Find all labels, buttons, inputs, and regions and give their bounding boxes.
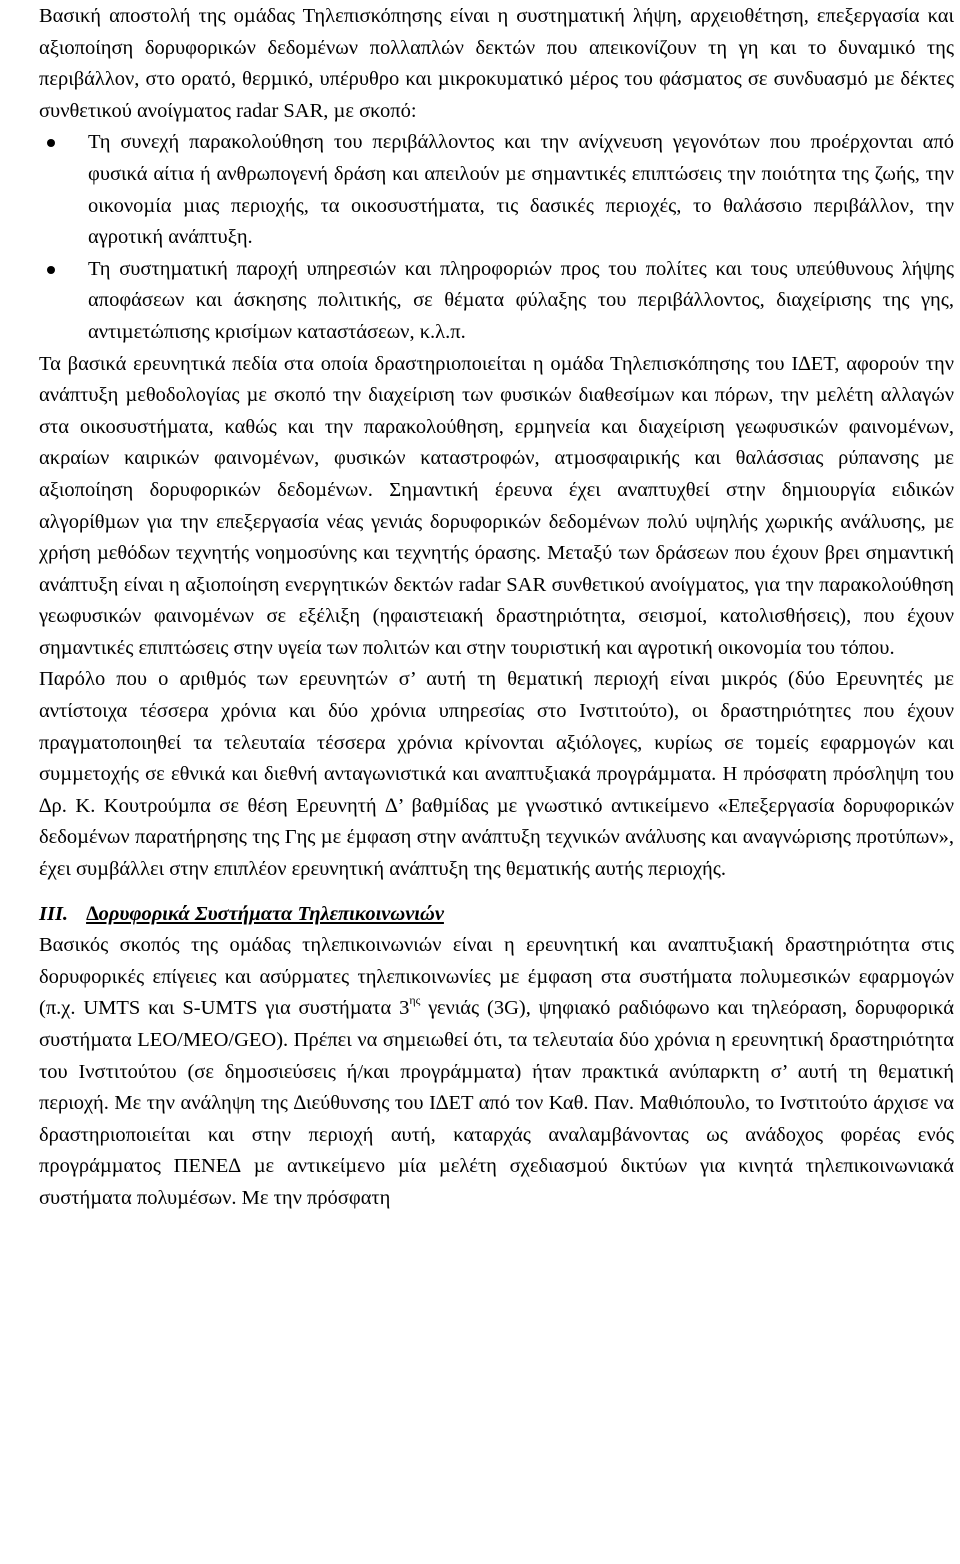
intro-paragraph: Βασική αποστολή της οµάδας Τηλεπισκόπησης είναι η συστηµατική λήψη, αρχειοθέτηση, επεξεργασία και αξιοποίηση δορυφορικών δεδοµένων πολλαπλών δεκτών που απεικονίζουν τη γη και το δυναµικό της περιβάλλον, στο ορατό, θερµικό, υπέρυθρο και µικροκυµατικό µέρος του φάσµατος σε συνδυασµό µε δέκτες συνθετικού ανοίγµατος radar SAR, µε σκοπό: [39, 5, 954, 122]
goals-list [39, 127, 954, 348]
list-item: Τη συστηµατική παροχή υπηρεσιών και πληροφοριών προς του πολίτες και τους υπεύθυνους λήψης αποφάσεων και άσκησης πολιτικής, σε θέµατα φύλαξης του περιβάλλοντος, διαχείρισης της γης, αντιµετώπισης κρισίµων καταστάσεων, κ.λ.π. [88, 254, 954, 349]
list-item: Τη συνεχή παρακολούθηση του περιβάλλοντος και την ανίχνευση γεγονότων που προέρχονται από φυσικά αίτια ή ανθρωπογενή δράση και απειλούν µε σηµαντικές επιπτώσεις την ποιότητα της ζωής, την οικονοµία µιας περιοχής, τα οικοσυστήµατα, τις δασικές περιοχές, το θαλάσσιο περιβάλλον, την αγροτική ανάπτυξη. [88, 127, 954, 253]
telecom-paragraph [39, 930, 954, 1214]
section-title: ∆ορυφορικά Συστήµατα Τηλεπικοινωνιών [86, 902, 444, 925]
telecom-text-start: Βασικός σκοπός της οµάδας τηλεπικοινωνιών είναι η ερευνητική και αναπτυξιακή δραστηριότητα στις δορυφορικές επίγειες και ασύρµατες τηλεπικοινωνίες µε έµφαση στα συστήµατα πολυµεσικών εφαρµογών (π.χ. UMTS και S-UMTS για συστήµατα 3 [39, 934, 954, 1020]
ordinal-superscript: ης [409, 993, 421, 1008]
research-fields-paragraph: Τα βασικά ερευνητικά πεδία στα οποία δραστηριοποιείται η οµάδα Τηλεπισκόπησης του Ι∆ΕΤ, αφορούν την ανάπτυξη µεθοδολογίας µε σκοπό την διαχείριση των φυσικών διαθεσίµων και πόρων, την µελέτη αλλαγών στα οικοσυστήµατα, καθώς και την παρακολούθηση, ερµηνεία και διαχείριση γεωφυσικών φαινοµένων, ακραίων καιρικών φαινοµένων, φυσικών καταστροφών, ατµοσφαιρικής και θαλάσσιας ρύπανσης µε αξιοποίηση δορυφορικών δεδοµένων. Σηµαντική έρευνα έχει αναπτυχθεί στην δηµιουργία ειδικών αλγορίθµων για την επεξεργασία νέας γενιάς δορυφορικών δεδοµένων πολύ υψηλής χωρικής ανάλυσης, µε χρήση µεθόδων τεχνητής νοηµοσύνης και τεχνητής όρασης. Μεταξύ των δράσεων που έχουν βρει σηµαντική ανάπτυξη είναι η αξιοποίηση ενεργητικών δεκτών radar SAR συνθετικού ανοίγµατος, για την παρακολούθηση γεωφυσικών φαινοµένων σε εξέλιξη (ηφαιστειακή δραστηριότητα, σεισµοί, κατολισθήσεις), που έχουν σηµαντικές επιπτώσεις στην υγεία των πολιτών και στην τουριστική και αγροτική οικονοµία του τόπου. [39, 352, 954, 659]
telecom-text-end: γενιάς (3G), ψηφιακό ραδιόφωνο και τηλεόραση, δορυφορικά συστήµατα LEO/MEO/GEO). Πρέπει να σηµειωθεί ότι, τα τελευταία δύο χρόνια η ερευνητική δραστηριότητα του Ινστιτούτου (σε δηµοσιεύσεις ή/και προγράµµατα) ήταν πρακτικά ανύπαρκτη σ’ αυτή τη θεµατική περιοχή. Με την ανάληψη της ∆ιεύθυνσης του Ι∆ΕΤ από τον Καθ. Παν. Μαθιόπουλο, το Ινστιτούτο άρχισε να δραστηριοποιείται και στην περιοχή αυτή, καταρχάς αναλαµβάνοντας ως ανάδοχος φορέας ενός προγράµµατος ΠΕΝΕ∆ µε αντικείµενο µία µελέτη σχεδιασµού δικτύων για κινητά τηλεπικοινωνιακά συστήµατα πολυµέσων. Με την πρόσφατη [39, 997, 954, 1209]
section-number: III. [39, 902, 69, 925]
researchers-paragraph: Παρόλο που ο αριθµός των ερευνητών σ’ αυτή τη θεµατική περιοχή είναι µικρός (δύο Ερευνητές µε αντίστοιχα τέσσερα χρόνια και δύο χρόνια υπηρεσίας στο Ινστιτούτο), οι δραστηριότητες που έχουν πραγµατοποιηθεί τα τελευταία τέσσερα χρόνια κρίνονται αξιόλογες, κυρίως σε τοµείς εφαρµογών και συµµετοχής σε εθνικά και διεθνή ανταγωνιστικά και αναπτυξιακά προγράµµατα. Η πρόσφατη πρόσληψη του ∆ρ. Κ. Κουτρούµπα σε θέση Ερευνητή ∆’ βαθµίδας µε γνωστικό αντικείµενο «Επεξεργασία δορυφορικών δεδοµένων παρατήρησης της Γης µε έµφαση στην ανάπτυξη τεχνικών ανάλυσης και αναγνώρισης προτύπων», έχει συµβάλλει στην επιπλέον ερευνητική ανάπτυξη της θεµατικής αυτής περιοχής. [39, 668, 954, 881]
section-heading [39, 899, 954, 931]
